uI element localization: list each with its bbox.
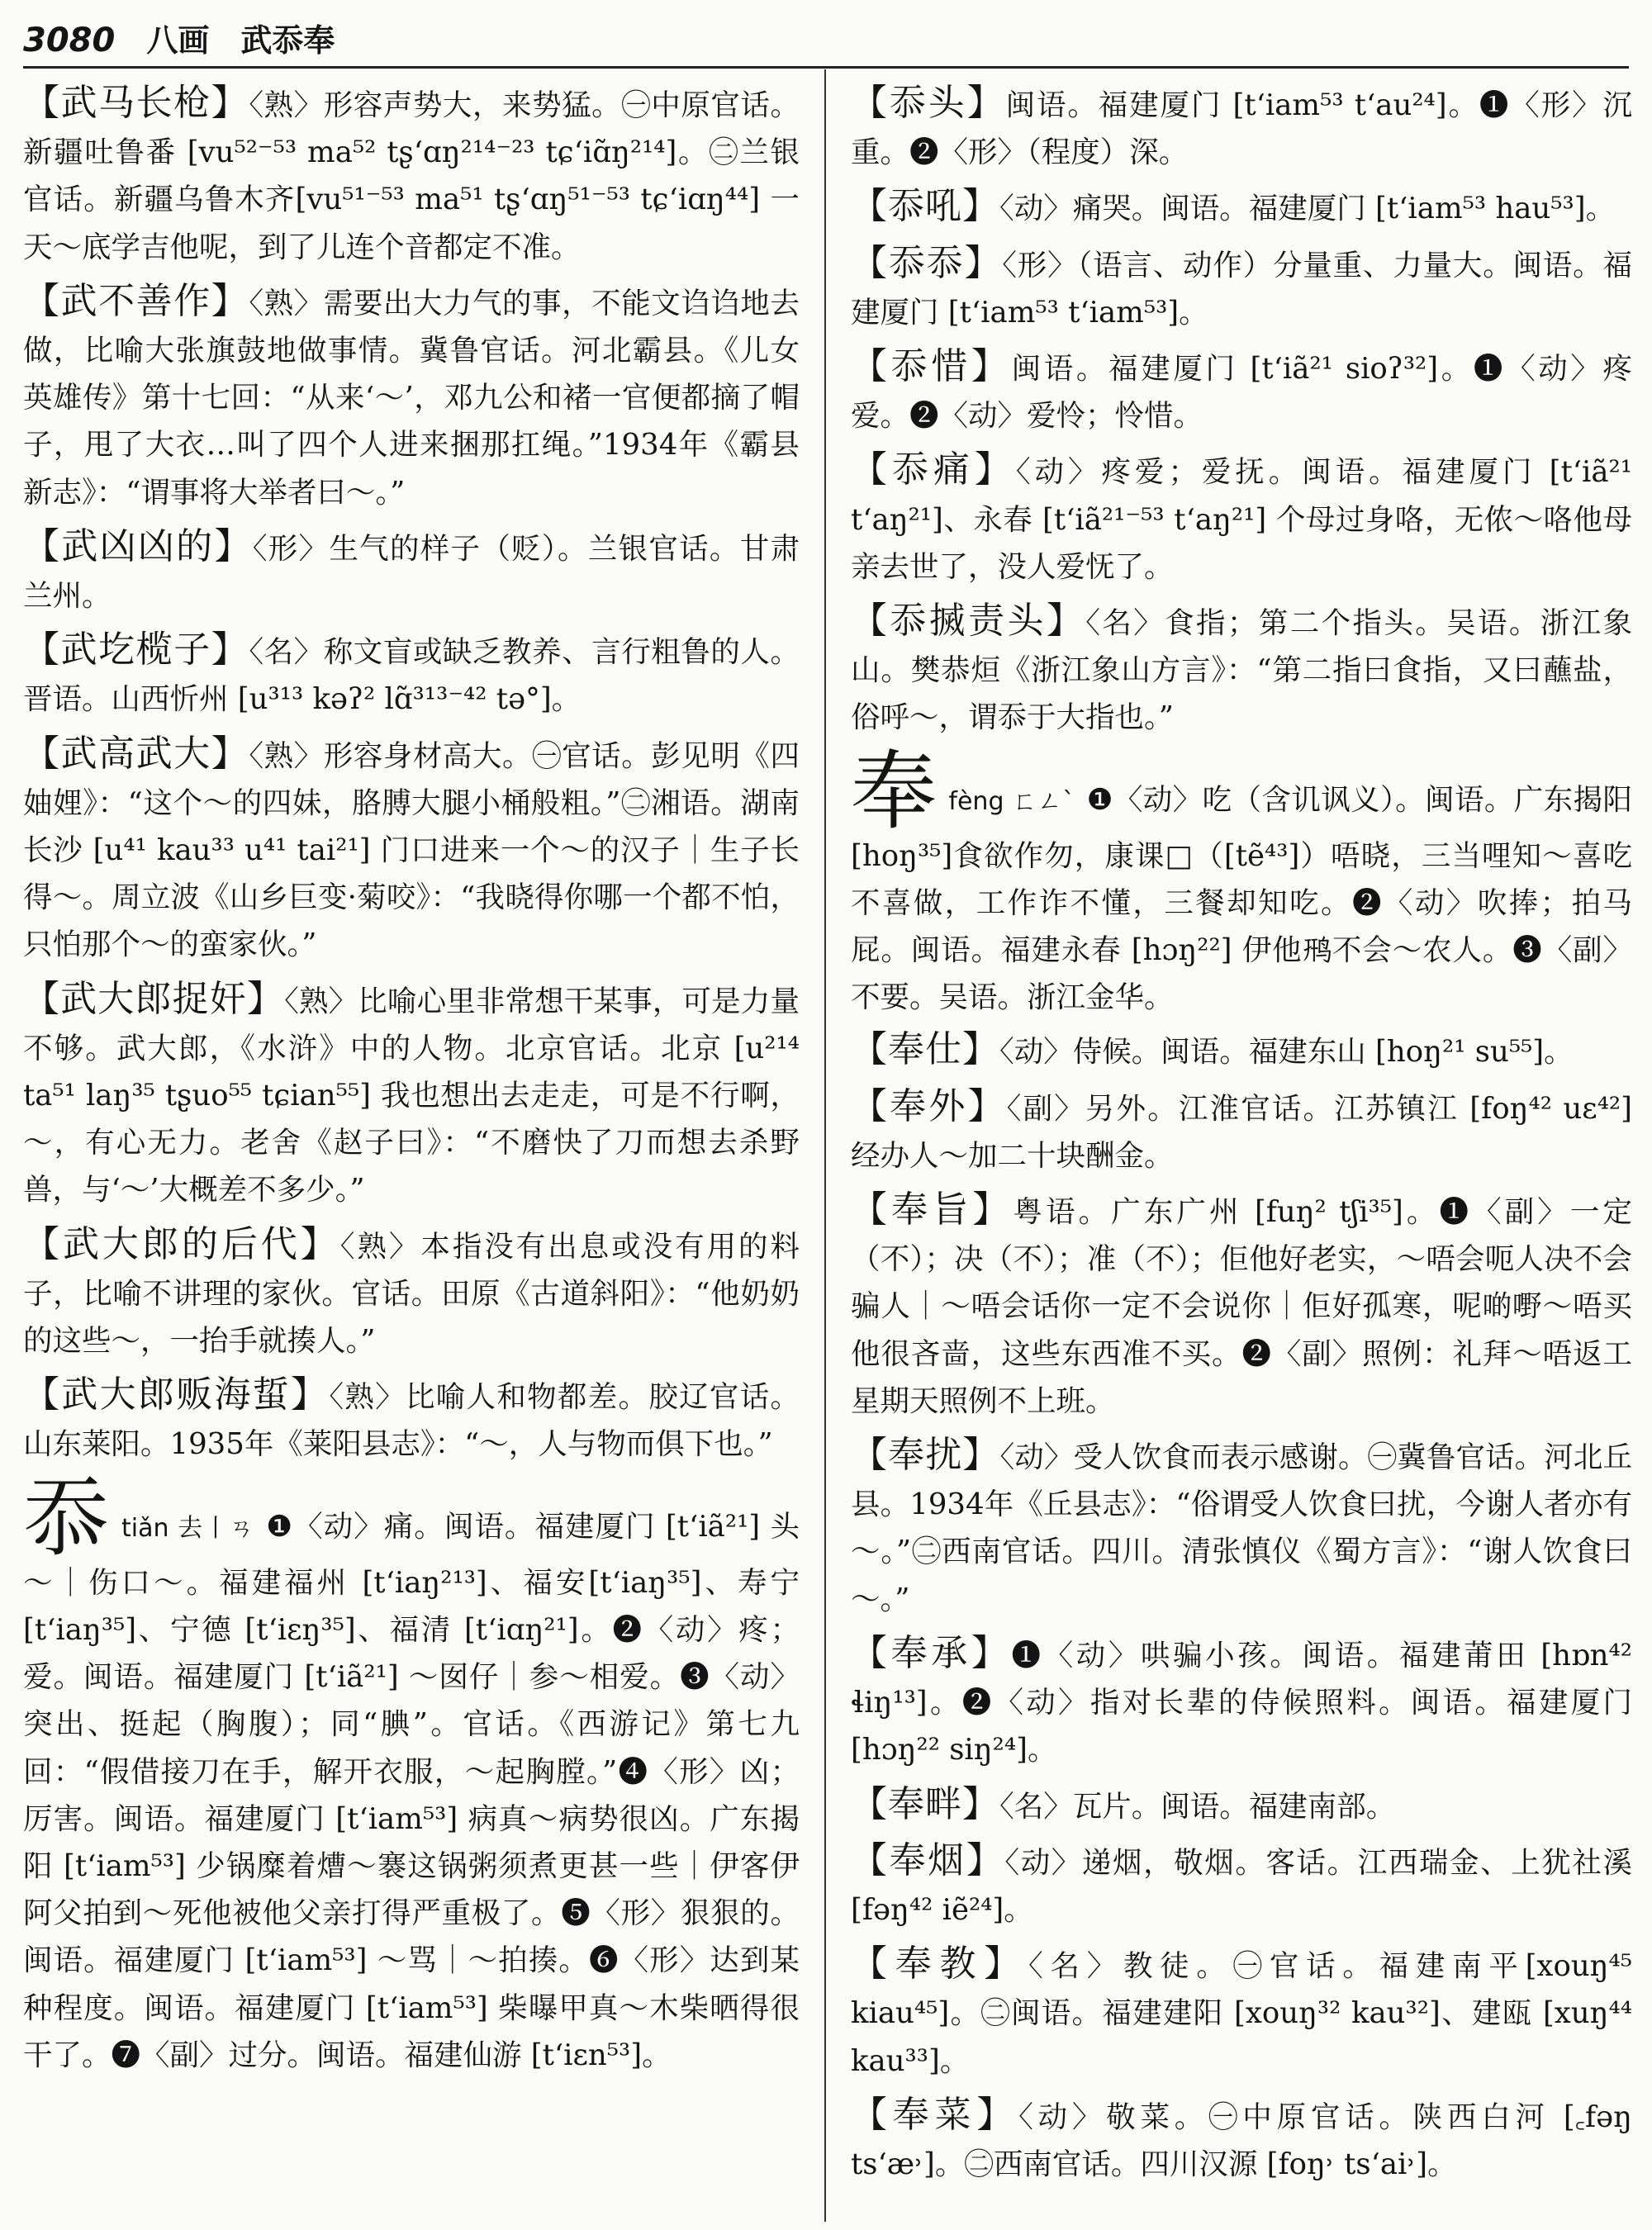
entry-headword: 【奉仕】 — [851, 1028, 999, 1071]
entry-headword: 【武凶凶的】 — [23, 524, 253, 567]
column-divider — [824, 69, 826, 2222]
entry-definition: 〈动〉疼爱；爱抚。闽语。福建厦门 [tʻiã²¹ tʻaŋ²¹]、永春 [tʻiã²¹⁻⁵³ tʻaŋ²¹] 个母过身咯，无侬～咯他母亲去世了，没人爱怃了。 — [851, 455, 1632, 584]
dictionary-entry — [23, 278, 800, 516]
dictionary-entry — [851, 183, 1632, 232]
entry-definition: 〈熟〉需要出大力气的事，不能文诌诌地去做，比喻大张旗鼓地做事情。冀鲁官话。河北霸县。《儿女英雄传》第十七回：“从来‘～’，邓九公和褚一官便都摘了帽子，甩了大衣…叫了四个人进来捆那扛绳。”1934年《霸县新志》：“谓事将大举者曰～。” — [23, 286, 800, 510]
entry-definition: 〈形〉生气的样子（贬）。兰银官话。甘肃兰州。 — [23, 531, 800, 614]
dictionary-entry — [851, 1781, 1632, 1830]
page-header — [23, 15, 1629, 69]
entry-definition: 〈动〉受人饮食而表示感谢。㊀冀鲁官话。河北丘县。1934年《丘县志》：“俗谓受人饮食曰扰，今谢人者亦有～。”㊁西南官话。四川。清张慎仪《蜀方言》：“谢人饮食曰～。” — [851, 1440, 1632, 1616]
entry-headword: 【忝头】 — [851, 82, 1006, 124]
entry-headword: 【奉扰】 — [851, 1434, 1000, 1477]
entry-definition: 〈副〉另外。江淮官话。江苏镇江 [foŋ⁴² uɛ⁴²] 经办人～加二十块酬金。 — [851, 1091, 1632, 1173]
dictionary-entry — [23, 626, 800, 723]
entry-headword: 【奉烟】 — [851, 1839, 1005, 1881]
dictionary-entry — [851, 2091, 1632, 2188]
entry-headword: 【奉教】 — [851, 1943, 1028, 1986]
head-character: 忝 — [23, 1467, 111, 1568]
dictionary-entry — [23, 1221, 800, 1365]
head-pinyin: tiǎn 去丨ㄢ — [121, 1513, 255, 1543]
dictionary-entry — [23, 730, 800, 969]
dictionary-entry — [23, 523, 800, 619]
dictionary-entry — [851, 446, 1632, 591]
entry-headword: 【武不善作】 — [23, 279, 249, 322]
entry-definition: 〈熟〉形容身材高大。㊀官话。彭见明《四妯娌》：“这个～的四妹，胳膊大腿小桶般粗。”㊁湘语。湖南长沙 [u⁴¹ kau³³ u⁴¹ tai²¹] 门口进来一个～的汉子｜生子长得～。周立波《山乡巨变·菊咬》：“我晓得你哪一个都不怕，只怕那个～的蛮家伙。” — [23, 738, 800, 962]
entry-headword: 【武大郎贩海蜇】 — [23, 1374, 330, 1416]
entry-definition: 〈名〉教徒。㊀官话。福建南平[xouŋ⁴⁵ kiau⁴⁵]。㊁闽语。福建建阳 [xouŋ³² kau³²]、建瓯 [xuŋ⁴⁴ kau³³]。 — [851, 1949, 1632, 2078]
head-definition: ❶〈动〉痛。闽语。福建厦门 [tʻiã²¹] 头～｜伤口～。福建福州 [tʻiaŋ²¹³]、福安[tʻiaŋ³⁵]、寿宁 [tʻiaŋ³⁵]、宁德 [tʻiɛŋ³⁵]、福清 [tʻiɑŋ²¹]。❷〈动〉疼；爱。闽语。福建厦门 [tʻiã²¹] ～囡仔｜参～相爱。❸〈动〉突出、挺起（胸腹）；同“腆”。官话。《西游记》第七九回：“假借接刀在手，解开衣服，～起胸膛。”❹〈形〉凶；厉害。闽语。福建厦门 [tʻiam⁵³] 病真～病势很凶。广东揭阳 [tʻiam⁵³] 少锅糜着㷮～褰这锅粥须煮更甚一些｜伊客伊阿父拍到～死他被他父亲打得严重极了。❺〈形〉狠狠的。闽语。福建厦门 [tʻiam⁵³] ～骂｜～拍揍。❻〈形〉达到某种程度。闽语。福建厦门 [tʻiam⁵³] 柴曝甲真～木柴晒得很干了。❼〈副〉过分。闽语。福建仙游 [tʻiɛn⁵³]。 — [23, 1509, 800, 2072]
entry-definition: 〈名〉称文盲或缺乏教养、言行粗鲁的人。晋语。山西忻州 [u³¹³ kəʔ² lɑ̃³¹³⁻⁴² tə°]。 — [23, 635, 800, 717]
entry-headword: 【忝痛】 — [851, 448, 1016, 491]
right-column — [851, 79, 1632, 2218]
dictionary-entry — [851, 1083, 1632, 1179]
entry-headword: 【奉菜】 — [851, 2093, 1019, 2136]
head-character-entry — [23, 1467, 800, 2079]
dictionary-entry — [23, 975, 800, 1214]
entry-headword: 【武圪榄子】 — [23, 629, 249, 671]
entry-definition: 〈名〉瓦片。闽语。福建南部。 — [999, 1789, 1396, 1824]
entry-headword: 【忝搣责头】 — [851, 600, 1086, 643]
dictionary-entry — [851, 1186, 1632, 1425]
entry-definition: 〈动〉痛哭。闽语。福建厦门 [tʻiam⁵³ hau⁵³]。 — [999, 192, 1616, 226]
entry-definition: 〈熟〉本指没有出息或没有用的料子，比喻不讲理的家伙。官话。田原《古道斜阳》：“他奶奶的这些～，一抬手就揍人。” — [23, 1229, 800, 1359]
entry-headword: 【武大郎捉奸】 — [23, 977, 285, 1020]
entry-definition: 粤语。广东广州 [fuŋ² tʃi³⁵]。❶〈副〉一定（不）；决（不）；准（不）；佢他好老实，～唔会呃人决不会骗人｜～唔会话你一定不会说你｜佢好孤寒，呢啲嘢～唔买他很吝啬，这些东西准不买。❷〈副〉照例：礼拜～唔返工星期天照例不上班。 — [851, 1195, 1632, 1418]
page-number: 3080 — [23, 21, 116, 59]
entry-definition: 〈熟〉形容声势大，来势猛。㊀中原官话。新疆吐鲁番 [vu⁵²⁻⁵³ ma⁵² tʂʻɑŋ²¹⁴⁻²³ tɕʻiɑ̃ŋ²¹⁴]。㊁兰银官话。新疆乌鲁木齐[vu⁵¹⁻⁵³ ma⁵¹ tʂʻɑŋ⁵¹⁻⁵³ tɕʻiɑŋ⁴⁴] 一天～底学吉他呢，到了儿连个音都定不准。 — [23, 88, 800, 264]
entry-headword: 【奉畔】 — [851, 1782, 999, 1825]
entry-definition: 〈动〉侍候。闽语。福建东山 [hoŋ²¹ su⁵⁵]。 — [999, 1035, 1574, 1070]
entry-definition: 〈动〉递烟，敬烟。客话。江西瑞金、上犹社溪 [fəŋ⁴² iẽ²⁴]。 — [851, 1845, 1632, 1927]
dictionary-entry — [851, 79, 1632, 176]
entry-headword: 【奉承】 — [851, 1631, 1012, 1674]
entry-definition: 闽语。福建厦门 [tʻiam⁵³ tʻau²⁴]。❶〈形〉沉重。❷〈形〉（程度）深。 — [851, 88, 1632, 170]
dictionary-entry — [851, 1026, 1632, 1075]
dictionary-entry — [851, 597, 1632, 742]
head-pinyin: fèng ㄈㄥˋ — [948, 786, 1075, 816]
entry-definition: 〈形〉（语言、动作）分量重、力量大。闽语。福建厦门 [tʻiam⁵³ tʻiam⁵³]。 — [851, 248, 1632, 330]
dictionary-entry — [23, 79, 800, 271]
entry-headword: 【武高武大】 — [23, 732, 249, 775]
dictionary-entry — [851, 1940, 1632, 2085]
section-title: 八画 武忝奉 — [146, 21, 335, 59]
head-character: 奉 — [851, 740, 938, 842]
entry-definition: ❶〈动〉哄骗小孩。闽语。福建莆田 [hɒn⁴² ɬiŋ¹³]。❷〈动〉指对长辈的侍候照料。闽语。福建厦门 [hɔŋ²² siŋ²⁴]。 — [851, 1638, 1632, 1767]
entry-definition: 〈熟〉比喻心里非常想干某事，可是力量不够。武大郎，《水浒》中的人物。北京官话。北京 [u²¹⁴ ta⁵¹ laŋ³⁵ tʂuo⁵⁵ tɕian⁵⁵] 我也想出去走走，可是不行啊，～，有心无力。老舍《赵子曰》：“不磨快了刀而想去杀野兽，与‘～’大概差不多少。” — [23, 984, 800, 1208]
entry-headword: 【忝惜】 — [851, 345, 1012, 388]
entry-headword: 【忝忝】 — [851, 241, 1003, 284]
entry-definition: 〈名〉食指；第二个指头。吴语。浙江象山。樊恭烜《浙江象山方言》：“第二指曰食指，又曰蘸盐，俗呼～，谓忝于大指也。” — [851, 606, 1632, 735]
dictionary-entry — [23, 1371, 800, 1468]
head-character-entry — [851, 740, 1632, 1022]
entry-definition: 闽语。福建厦门 [tʻiã²¹ sioʔ³²]。❶〈动〉疼爱。❷〈动〉爱怜；怜惜。 — [851, 352, 1632, 434]
left-column — [23, 79, 800, 2218]
entry-headword: 【武马长枪】 — [23, 82, 249, 124]
entry-definition: 〈动〉敬菜。㊀中原官话。陕西白河 [꜀fəŋ tsʻæ˒]。㊁西南官话。四川汉源 [foŋ˒ tsʻai˒]。 — [851, 2100, 1632, 2181]
dictionary-entry — [851, 1837, 1632, 1933]
dictionary-entry — [851, 343, 1632, 439]
entry-headword: 【忝吼】 — [851, 185, 999, 228]
entry-headword: 【武大郎的后代】 — [23, 1222, 340, 1265]
dictionary-entry — [851, 1431, 1632, 1623]
entry-headword: 【奉外】 — [851, 1084, 1007, 1127]
entry-headword: 【奉旨】 — [851, 1189, 1014, 1231]
dictionary-entry — [851, 240, 1632, 336]
entry-definition: 〈熟〉比喻人和物都差。胶辽官话。山东莱阳。1935年《莱阳县志》：“～，人与物而俱下也。” — [23, 1380, 800, 1462]
dictionary-entry — [851, 1630, 1632, 1774]
head-definition: ❶〈动〉吃（含讥讽义）。闽语。广东揭阳[hoŋ³⁵]食欲作勿，康课□（[tẽ⁴³]）唔晓，三当哩知～喜吃不喜做，工作诈不懂，三餐却知吃。❷〈动〉吹捧；拍马屁。闽语。福建永春 [hɔŋ²²] 伊他𫛚不会～农人。❸〈副〉不要。吴语。浙江金华。 — [851, 782, 1632, 1015]
